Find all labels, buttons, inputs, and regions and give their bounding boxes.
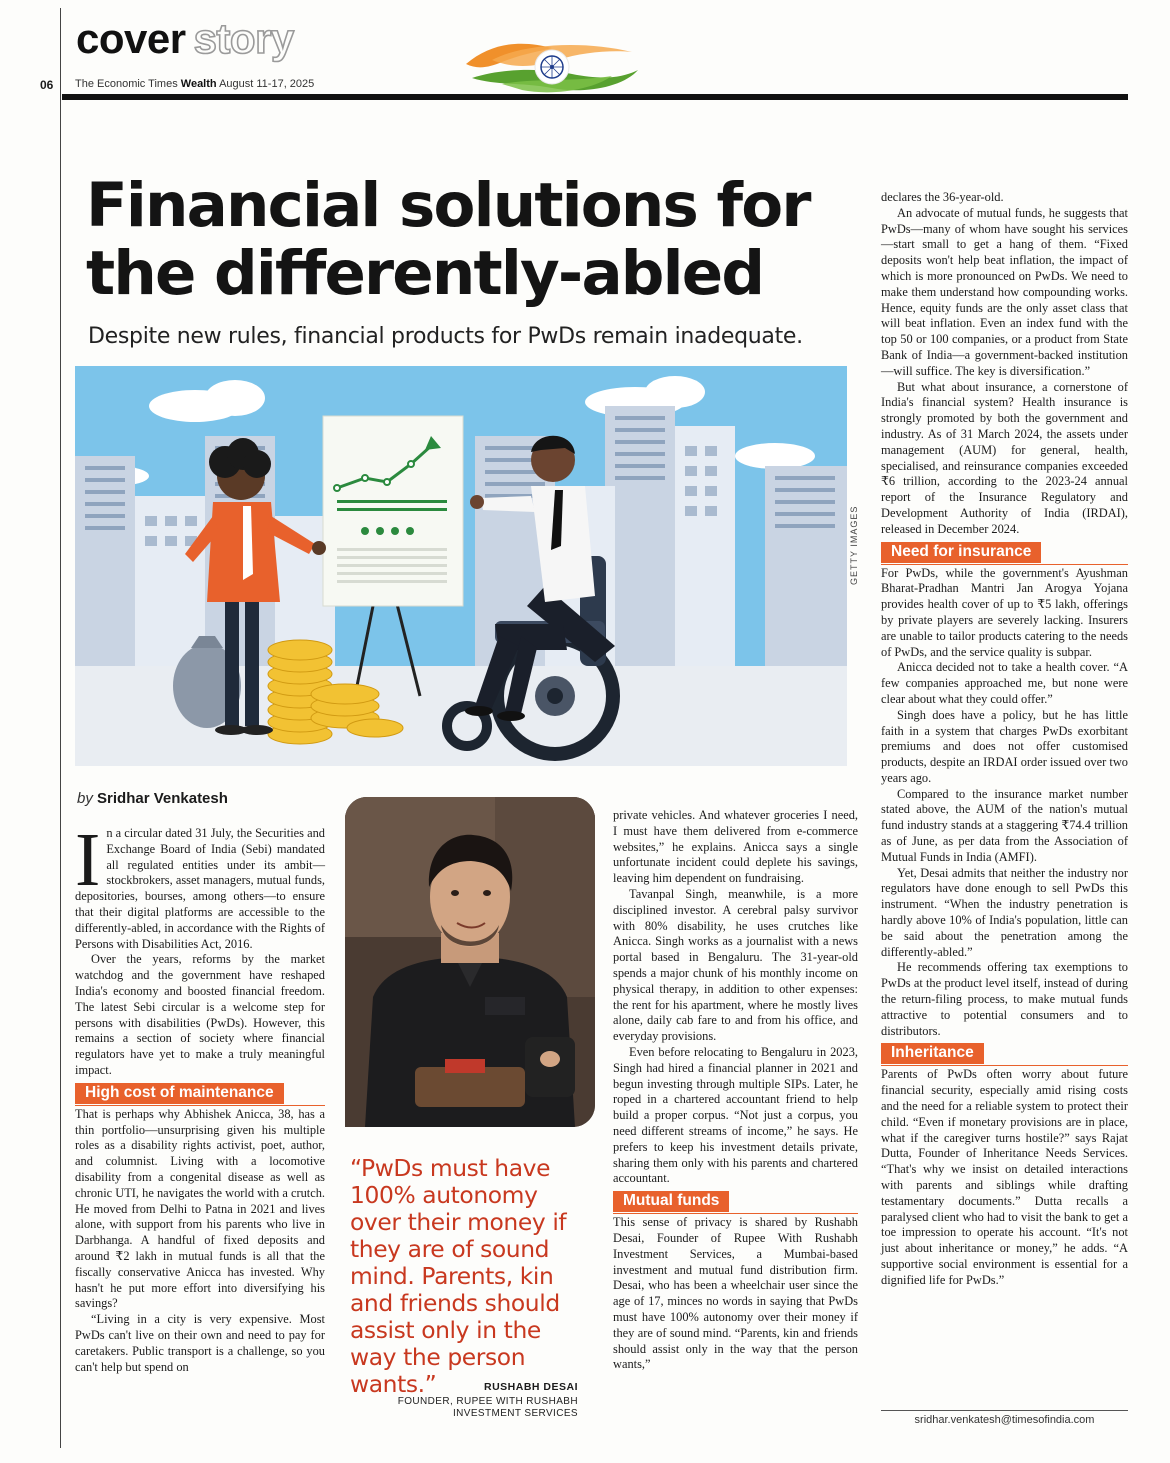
image-credit: GETTY IMAGES bbox=[849, 505, 859, 585]
byline-prefix: by bbox=[77, 790, 93, 807]
paragraph: Anicca decided not to take a health cover. “A few companies approached me, but none were clear about what they could offer.” bbox=[881, 660, 1128, 706]
byline bbox=[77, 790, 228, 807]
paragraph: He recommends offering tax exemptions to PwDs at the product level itself, instead of during the return-filing process, to make mutual funds attractive to potential consumers and to distributors. bbox=[881, 960, 1128, 1038]
paragraph: Compared to the insurance market number stated above, the AUM of the nation's mutual fund industry stands at a staggering ₹74.4 trillion as of June, as per data from the Association of Mutual Funds in India (AMFI). bbox=[881, 786, 1128, 864]
subhead-high-cost: High cost of maintenance bbox=[75, 1083, 284, 1104]
page-number: 06 bbox=[40, 78, 54, 92]
subhead-rule bbox=[75, 1079, 325, 1106]
paragraph: That is perhaps why Abhishek Anicca, 38, has a thin portfolio—unsurprising given his multiple roles as a disability rights activist, poet, author, and columnist. Living with a locomotive disability from a congenital disease as well as chronic UTI, he navigates the world with a crutch. He moved from Delhi to Patna in 2021 and lives alone, with support from his parents who live in Darbhanga. A handful of fixed deposits and around ₹2 lakh in mutual funds is all that the fiscally conservative Anicca has invested. Why hasn't he put more effort into diversifying his savings? bbox=[75, 1106, 325, 1311]
publication-line bbox=[75, 78, 314, 90]
quote-attribution-name: RUSHABH DESAI bbox=[483, 1381, 578, 1393]
publication-name: The Economic Times bbox=[75, 78, 178, 90]
paragraph: But what about insurance, a cornerstone of India's financial system? Health insurance is strongly promoted by both the government and industry. As of 31 March 2024, the assets under management (AUM) for general, health, specialised, and reinsurance companies exceeded ₹6 trillion, according to the 2023-24 annual report of the Insurance Regulatory and Development Authority of India (IRDAI), released in December 2024. bbox=[881, 379, 1128, 536]
paragraph: This sense of privacy is shared by Rushabh Desai, Founder of Rupee With Rushabh Investment Services, a Mumbai-based investment and mutual fund distribution firm. Desai, who has been a wheelchair user since the age of 17, minces no words in saying that PwDs must have 100% autonomy over their money if they are of sound mind. “Parents, kin and friends should assist only in the way that the person wants,” bbox=[613, 1215, 858, 1372]
portrait-photo bbox=[345, 797, 595, 1127]
subhead-inheritance: Inheritance bbox=[881, 1043, 984, 1064]
paragraph: Over the years, reforms by the market watchdog and the government have reshaped India's economy and boosted financial freedom. The latest Sebi circular is a welcome step for persons with disabilities (PwDs). However, this remains a section of society where financial regulators have yet to make a truly meaningful impact. bbox=[75, 952, 325, 1077]
column-4 bbox=[881, 190, 1128, 1289]
paragraph: Even before relocating to Bengaluru in 2023, Singh had hired a financial planner in 2021 and begun investing through multiple SIPs. Later, he roped in a chartered accountant friend to help build a proper corpus. “Not just a corpus, you need different streams of income,” he says. He prefers to keep his investment details private, sharing them only with his parents and chartered accountant. bbox=[613, 1044, 858, 1186]
article-headline: Financial solutions for the differently-abled bbox=[86, 170, 810, 309]
paragraph: private vehicles. And whatever groceries I need, I must have them delivered from e-commerce websites,” he explains. Anicca says a single unfortunate incident could deplete his savings, leaving him dependent on fundraising. bbox=[613, 808, 858, 886]
column-1 bbox=[75, 818, 325, 1375]
quote-attribution-role: FOUNDER, RUPEE WITH RUSHABH INVESTMENT SERVICES bbox=[397, 1396, 578, 1419]
subhead-need-for-insurance: Need for insurance bbox=[881, 542, 1041, 563]
section-word-cover: cover bbox=[76, 15, 186, 62]
paragraph: For PwDs, while the government's Ayushman Bharat-Pradhan Mantri Jan Arogya Yojana provides health cover of up to ₹5 lakh, offerings by private players are severely lacking. Insurers are unable to tailor products catering to the needs of PwDs, and the service quality is subpar. bbox=[881, 565, 1128, 659]
issue-date: August 11-17, 2025 bbox=[219, 78, 315, 90]
hero-illustration bbox=[75, 366, 847, 766]
section-title bbox=[76, 14, 294, 64]
paragraph: Yet, Desai admits that neither the industry nor regulators have done enough to sell PwDs this instrument. “When the industry penetration is hardly above 10% of India's population, little can be said about the penetration among the differently-abled.” bbox=[881, 865, 1128, 959]
paragraph: Singh does have a policy, but he has little faith in a system that charges PwDs exorbitant premiums and does not offer customised products, despite an IRDAI order issued over two years ago. bbox=[881, 707, 1128, 785]
tricolour-flag-art bbox=[462, 34, 642, 100]
edition-name: Wealth bbox=[180, 78, 217, 90]
subhead-rule bbox=[881, 1039, 1128, 1066]
subhead-rule bbox=[881, 538, 1128, 565]
intro-text: n a circular dated 31 July, the Securities and Exchange Board of India (Sebi) mandated all regulated entities under its ambit—stockbrokers, asset managers, mutual funds, depositories, bourses, among others—to ensure that their digital platforms are accessible to the differently-abled, in accordance with the Rights of Persons with Disabilities Act, 2016. bbox=[75, 826, 325, 951]
paragraph: An advocate of mutual funds, he suggests that PwDs—many of whom have sought his services—start small to get a hang of them. “Fixed deposits won't help beat inflation, the impact of which is more pronounced on PwDs. We need to make them understand how compounding works. Hence, equity funds are the only asset class that will beat inflation. Even an index fund with the top 50 or 100 companies, or a product from State Bank of India—a government-backed institution—will suffice. The key is diversification.” bbox=[881, 205, 1128, 378]
byline-author: Sridhar Venkatesh bbox=[97, 790, 228, 807]
left-column-rule bbox=[60, 8, 61, 1448]
section-word-story: story bbox=[193, 15, 294, 62]
intro-paragraph bbox=[75, 818, 325, 952]
paragraph: Parents of PwDs often worry about future financial security, especially amid rising costs and the need for a reliable system to protect their child. “Even if monetary provisions are in place, what if the caregiver turns hostile?” says Rajat Dutta, Founder of Inheritance Needs Services. “That's why we insist on detailed interactions with parents and siblings while drafting testamentary documents.” Dutta recalls a paralysed client who had to visit the bank to get a toe impression to operate his account. “It's not just about inheritance or money,” he adds. “A supportive social environment is essential for a dignified life for PwDs.” bbox=[881, 1067, 1128, 1287]
paragraph: Tavanpal Singh, meanwhile, is a more disciplined investor. A cerebral palsy survivor with 80% disability, he uses crutches like Anicca. Singh works as a journalist with a news portal based in Bengaluru. The 31-year-old spends a major chunk of his monthly income on physical therapy, in addition to other expenses: the rent for his apartment, where he mostly lives alone, daily cab fare to and from his office, and everyday provisions. bbox=[613, 886, 858, 1044]
column-3 bbox=[613, 808, 858, 1373]
drop-cap: I bbox=[75, 818, 101, 902]
article-standfirst: Despite new rules, financial products for PwDs remain inadequate. bbox=[88, 324, 803, 349]
pull-quote: “PwDs must have 100% autonomy over their money if they are of sound mind. Parents, kin and friends should assist only in the way the person wants.” bbox=[350, 1154, 567, 1398]
paragraph: “Living in a city is very expensive. Most PwDs can't live on their own and need to pay for caretakers. Public transport is a challenge, so you can't help but spend on bbox=[75, 1312, 325, 1374]
subhead-mutual-funds: Mutual funds bbox=[613, 1191, 729, 1212]
paragraph: declares the 36-year-old. bbox=[881, 190, 1004, 204]
subhead-rule bbox=[613, 1187, 858, 1214]
author-email[interactable]: sridhar.venkatesh@timesofindia.com bbox=[881, 1410, 1128, 1426]
